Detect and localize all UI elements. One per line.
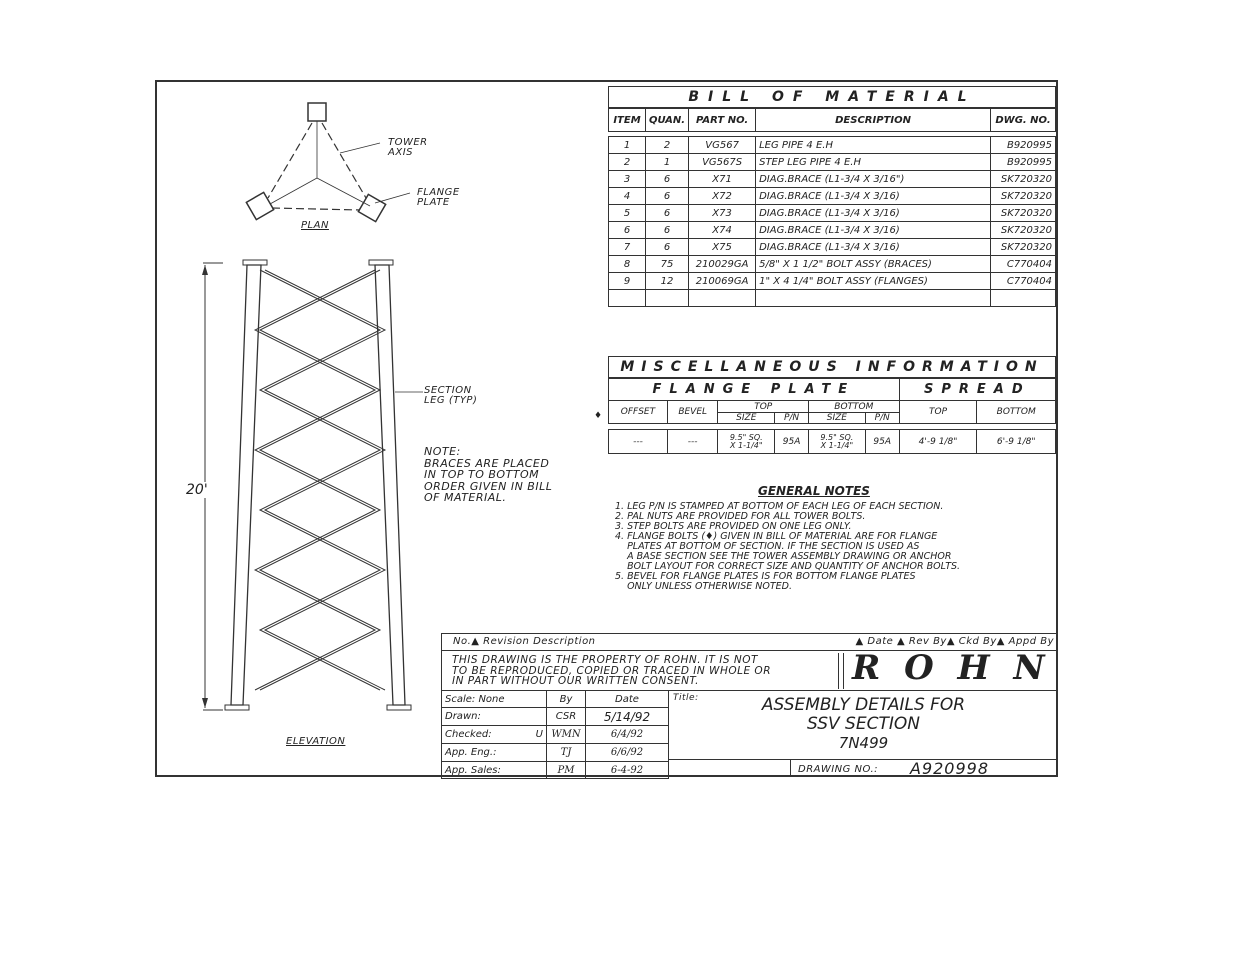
top-header: TOP [718,401,809,413]
bom-part-cell: VG567 [689,137,756,154]
title-line-1: ASSEMBLY DETAILS FOR [761,695,966,715]
bom-part-cell: 210069GA [689,273,756,290]
bom-blank-row [609,290,1056,307]
revision-columns: ▲ Date ▲ Rev By▲ Ckd By▲ Appd By [855,636,1054,647]
bom-item-cell: 6 [609,222,646,239]
plan-label: PLAN [301,220,329,231]
general-note-line: ONLY UNLESS OTHERWISE NOTED. [615,581,792,592]
bom-dwg-cell: SK720320 [991,222,1056,239]
bom-item-cell: 4 [609,188,646,205]
general-notes-list [615,502,960,592]
bom-part-cell: VG567S [689,154,756,171]
drawn-by: CSR [547,708,586,726]
flange-plate-label: FLANGE PLATE [417,187,460,208]
misc-title-box [608,356,1056,378]
bom-description-cell: DIAG.BRACE (L1-3/4 X 3/16) [756,188,991,205]
bom-item-cell: 3 [609,171,646,188]
app-eng-date: 6/6/92 [586,744,669,762]
bom-part-cell: X75 [689,239,756,256]
misc-info-table [608,378,1056,454]
bom-description-cell: DIAG.BRACE (L1-3/4 X 3/16) [756,205,991,222]
bom-part-cell: X73 [689,205,756,222]
general-note-line: 1. LEG P/N IS STAMPED AT BOTTOM OF EACH LEG OF EACH SECTION. [615,501,944,512]
bottom-size-header: SIZE [809,413,866,424]
spread-bottom-value: 6'-9 1/8" [977,430,1056,454]
bom-quan-cell: 75 [646,256,689,273]
bom-description-cell: STEP LEG PIPE 4 E.H [756,154,991,171]
section-leg-label: SECTION LEG (TYP) [424,385,478,406]
bom-description-cell: DIAG.BRACE (L1-3/4 X 3/16) [756,222,991,239]
bom-row [609,256,1056,273]
general-note-line: 3. STEP BOLTS ARE PROVIDED ON ONE LEG ONLY. [615,521,852,532]
bom-header-item: ITEM [609,109,646,132]
drawing-title [669,696,1058,753]
bom-dwg-cell: SK720320 [991,239,1056,256]
drawn-date: 5/14/92 [586,708,669,726]
bom-row [609,222,1056,239]
bom-dwg-cell: B920995 [991,154,1056,171]
scale-label: Scale: None [442,691,547,708]
spread-top-header: TOP [899,401,977,424]
bom-description-cell: 1" X 4 1/4" BOLT ASSY (FLANGES) [756,273,991,290]
bom-row [609,137,1056,154]
bom-description-cell: DIAG.BRACE (L1-3/4 X 3/16) [756,239,991,256]
flange-plate-header: FLANGE PLATE [609,379,900,401]
bom-description-cell: LEG PIPE 4 E.H [756,137,991,154]
bill-of-material-table [608,108,1056,307]
bom-quan-cell: 6 [646,188,689,205]
bom-dwg-cell: SK720320 [991,188,1056,205]
bom-dwg-cell: C770404 [991,256,1056,273]
bom-row [609,171,1056,188]
by-header: By [547,691,586,708]
bom-row [609,205,1056,222]
general-note-line: PLATES AT BOTTOM OF SECTION. IF THE SECTION IS USED AS [615,541,920,552]
bom-dwg-cell: SK720320 [991,205,1056,222]
bom-row [609,188,1056,205]
drawing-no-divider [669,759,1058,760]
app-eng-by: TJ [547,744,586,762]
bom-item-cell: 1 [609,137,646,154]
bracing-note: NOTE: BRACES ARE PLACED IN TOP TO BOTTOM ORDER GIVEN IN BILL OF MATERIAL. [424,445,553,504]
bom-header-row [609,109,1056,132]
bom-description-cell: DIAG.BRACE (L1-3/4 X 3/16") [756,171,991,188]
bom-header-part: PART NO. [689,109,756,132]
date-header: Date [586,691,669,708]
bom-quan-cell: 12 [646,273,689,290]
drawing-no-box [790,759,791,777]
bom-quan-cell: 1 [646,154,689,171]
general-note-line: BOLT LAYOUT FOR CORRECT SIZE AND QUANTITY OF ANCHOR BOLTS. [615,561,961,572]
title-line-3: 7N499 [838,734,889,752]
app-eng-label: App. Eng.: [442,744,547,762]
flange-bolt-marker: ♦ [594,411,603,421]
spread-bottom-header: BOTTOM [977,401,1056,424]
misc-data-row [609,430,1056,454]
bom-header-description: DESCRIPTION [756,109,991,132]
bom-header-dwg: DWG. NO. [991,109,1056,132]
bom-quan-cell: 6 [646,239,689,256]
bom-quan-cell: 6 [646,171,689,188]
bom-item-cell: 8 [609,256,646,273]
bevel-value: --- [667,430,718,454]
spread-top-value: 4'-9 1/8" [899,430,977,454]
bom-item-cell: 9 [609,273,646,290]
bom-quan-cell: 6 [646,222,689,239]
app-sales-label: App. Sales: [442,762,547,779]
general-note-line: A BASE SECTION SEE THE TOWER ASSEMBLY DRAWING OR ANCHOR [615,551,952,562]
general-note-line: 5. BEVEL FOR FLANGE PLATES IS FOR BOTTOM FLANGE PLATES [615,571,916,582]
top-pn-value: 95A [775,430,809,454]
checked-label: Checked: [445,729,492,740]
bom-part-cell: X74 [689,222,756,239]
drawing-number: A920998 [910,759,990,778]
bom-part-cell: 210029GA [689,256,756,273]
rohn-logo: R O H N [852,648,1051,688]
drawing-no-label: DRAWING NO.: [798,764,879,775]
top-size-header: SIZE [718,413,775,424]
bom-description-cell: 5/8" X 1 1/2" BOLT ASSY (BRACES) [756,256,991,273]
plan-view-drawing [240,98,420,238]
spread-header: SPREAD [899,379,1055,401]
title-line-2: SSV SECTION [807,714,920,734]
revision-header: No.▲ Revision Description [453,636,596,647]
tower-axis-label: TOWER AXIS [388,137,428,158]
elevation-label: ELEVATION [286,736,346,747]
property-notice: THIS DRAWING IS THE PROPERTY OF ROHN. IT IS NOT TO BE REPRODUCED, COPIED OR TRACED IN WHOLE OR IN PART WITHOUT OUR WRITTEN CONSENT. [452,654,771,687]
bottom-pn-value: 95A [865,430,899,454]
checked-by: WMN [547,726,586,744]
bom-header-quan: QUAN. [646,109,689,132]
elevation-view-drawing [185,255,425,725]
title-label: Title: [673,693,699,703]
app-sales-by: PM [547,762,586,779]
offset-value: --- [609,430,668,454]
approval-table [441,690,669,779]
bottom-header: BOTTOM [809,401,900,413]
bom-title: BILL OF MATERIAL [688,89,976,105]
top-pn-header: P/N [775,413,809,424]
bom-row [609,154,1056,171]
bom-title-box [608,86,1056,108]
bom-dwg-cell: B920995 [991,137,1056,154]
checked-date: 6/4/92 [586,726,669,744]
bom-item-cell: 2 [609,154,646,171]
general-note-line: 2. PAL NUTS ARE PROVIDED FOR ALL TOWER BOLTS. [615,511,866,522]
bom-part-cell: X71 [689,171,756,188]
app-sales-date: 6-4-92 [586,762,669,779]
top-size-value: 9.5" SQ. X 1-1/4" [718,430,775,454]
bom-row [609,239,1056,256]
bottom-pn-header: P/N [865,413,899,424]
drawn-label: Drawn: [442,708,547,726]
general-notes-title: GENERAL NOTES [758,484,870,498]
offset-header: OFFSET [609,401,668,424]
bom-quan-cell: 6 [646,205,689,222]
general-note-line: 4. FLANGE BOLTS (♦) GIVEN IN BILL OF MATERIAL ARE FOR FLANGE [615,531,938,542]
bom-dwg-cell: SK720320 [991,171,1056,188]
bom-row [609,273,1056,290]
bevel-header: BEVEL [667,401,718,424]
bom-dwg-cell: C770404 [991,273,1056,290]
misc-title: MISCELLANEOUS INFORMATION [620,359,1044,375]
bom-part-cell: X72 [689,188,756,205]
bom-item-cell: 7 [609,239,646,256]
bom-quan-cell: 2 [646,137,689,154]
bom-item-cell: 5 [609,205,646,222]
height-dimension: 20' [186,482,208,498]
logo-divider [838,653,844,689]
checked-mark: U [535,729,543,740]
bottom-size-value: 9.5" SQ. X 1-1/4" [809,430,866,454]
